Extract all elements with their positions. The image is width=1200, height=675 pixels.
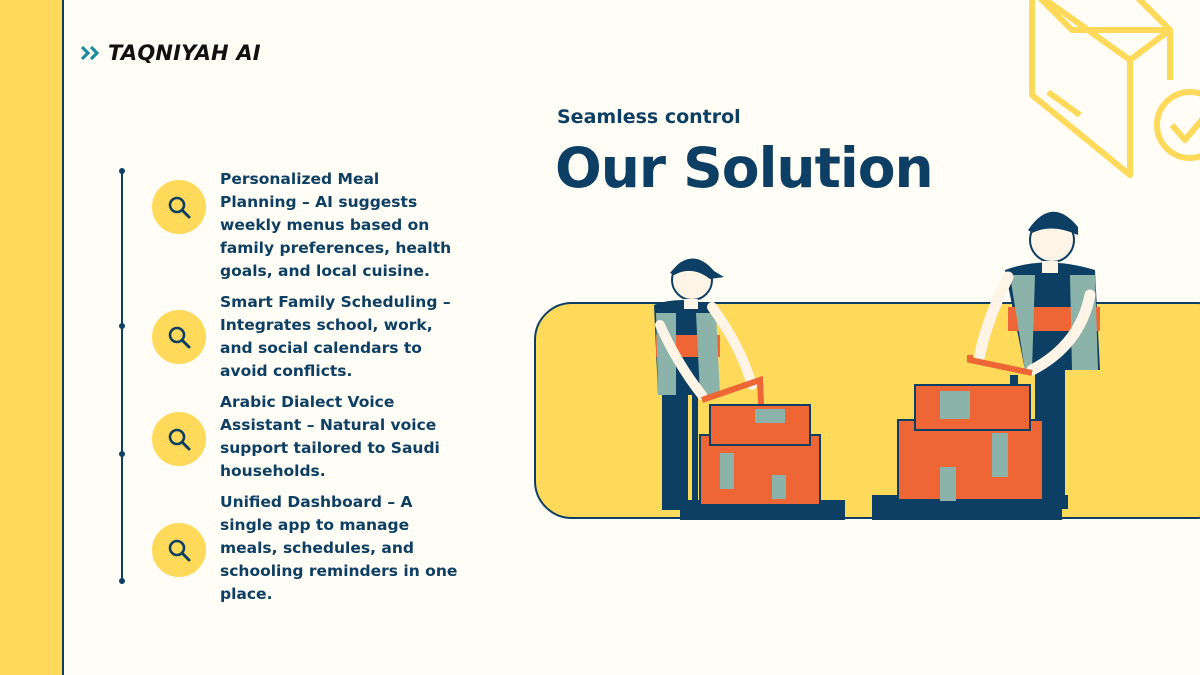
feature-unified-dashboard: Unified Dashboard – A single app to manage meals, schedules, and schooling reminders in one place.: [220, 493, 458, 603]
page-title: Our Solution: [555, 136, 933, 200]
timeline-line: [121, 170, 123, 582]
logo-text: TAQNIYAH AI: [108, 41, 261, 65]
search-icon: [152, 523, 206, 577]
search-icon: [152, 412, 206, 466]
feature-family-scheduling: Smart Family Scheduling – Integrates school, work, and social calendars to avoid conflicts.: [220, 293, 451, 380]
delivery-workers-illustration: [640, 195, 1200, 525]
search-icon: [152, 310, 206, 364]
double-chevron-icon: [80, 45, 102, 61]
timeline-dot: [119, 451, 125, 457]
feature-voice-assistant: Arabic Dialect Voice Assistant – Natural voice support tailored to Saudi households.: [220, 393, 440, 480]
timeline-dot: [119, 323, 125, 329]
right-worker: [872, 212, 1100, 520]
section-subtitle: Seamless control: [557, 106, 741, 128]
left-worker: [654, 258, 845, 520]
search-icon: [152, 180, 206, 234]
timeline-dot: [119, 578, 125, 584]
left-accent-bar: [0, 0, 64, 675]
box-check-icon: [1020, 0, 1200, 180]
brand-logo: [80, 38, 261, 68]
timeline-dot: [119, 168, 125, 174]
feature-meal-planning: Personalized Meal Planning – AI suggests weekly menus based on family preferences, health goals, and local cuisine.: [220, 170, 452, 280]
